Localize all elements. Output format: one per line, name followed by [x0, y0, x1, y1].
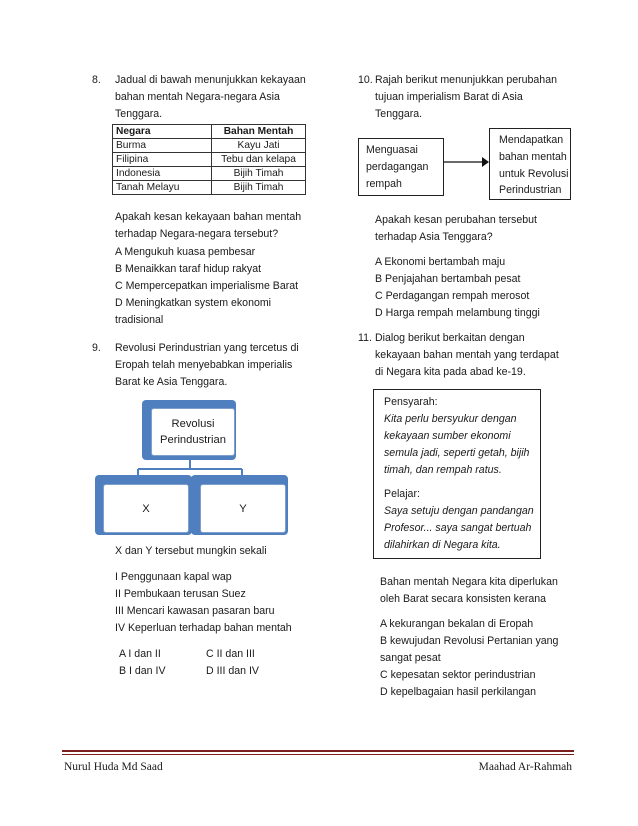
q9-item: III Mencari kawasan pasaran baru: [115, 605, 275, 617]
table-cell-country: Filipina: [113, 153, 212, 167]
flow-box-text: Menguasai: [366, 144, 418, 156]
flow-box-text: rempah: [366, 178, 402, 190]
q10-option-c: C Perdagangan rempah merosot: [375, 290, 530, 302]
diagram-node-top-frame: [142, 400, 236, 460]
diagram-node-x: [103, 484, 189, 533]
dialog-line: Kita perlu bersyukur dengan: [384, 413, 517, 425]
table-cell-country: Tanah Melayu: [113, 181, 212, 195]
q10-stem-line: Tenggara.: [375, 108, 423, 120]
dialog-line: kekayaan sumber ekonomi: [384, 430, 511, 442]
dialog-line: Profesor... saya sangat bertuah: [384, 522, 532, 534]
table-row: [113, 167, 306, 181]
diagram-node-label: Perindustrian: [160, 434, 226, 446]
q11-number: 11.: [358, 332, 372, 344]
q9-option-a: A I dan II: [119, 648, 161, 660]
q11-option-d: D kepelbagaian hasil perkilangan: [380, 686, 537, 698]
flow-box-text: untuk Revolusi: [499, 168, 569, 180]
table-cell-resource: Bijih Timah: [212, 181, 306, 195]
dialog-line: semula jadi, seperti getah, bijih: [384, 447, 530, 459]
flow-box-text: Perindustrian: [499, 184, 562, 196]
q11-question-line: Bahan mentah Negara kita diperlukan: [380, 576, 558, 588]
table-header-row: [113, 125, 306, 139]
dialog-speaker-student: Pelajar:: [384, 488, 420, 500]
q8-stem-line: bahan mentah Negara-negara Asia: [115, 91, 280, 103]
table-cell-country: Indonesia: [113, 167, 212, 181]
diagram-node-revolusi: [151, 408, 235, 456]
arrow-right-icon: [444, 155, 490, 169]
q8-option-d: D Meningkatkan system ekonomi: [115, 297, 272, 309]
flow-box-before: [358, 138, 444, 196]
q11-stem-line: di Negara kita pada abad ke-19.: [375, 366, 526, 378]
q9-question: X dan Y tersebut mungkin sekali: [115, 545, 267, 557]
q9-option-c: C II dan III: [206, 648, 255, 660]
q9-number: 9.: [92, 342, 101, 354]
footer-rule: [62, 750, 574, 752]
q9-option-b: B I dan IV: [119, 665, 166, 677]
table-header-cell: Bahan Mentah: [212, 125, 306, 139]
q9-stem-line: Barat ke Asia Tenggara.: [115, 376, 228, 388]
footer-author: Nurul Huda Md Saad: [64, 761, 163, 773]
q10-number: 10.: [358, 74, 373, 86]
footer-rule-thin: [62, 754, 574, 755]
diagram-node-label: Y: [239, 502, 247, 515]
q11-stem-line: Dialog berikut berkaitan dengan: [375, 332, 525, 344]
q9-stem-line: Eropah telah menyebabkan imperialis: [115, 359, 293, 371]
diagram-node-y-frame: [191, 475, 288, 535]
diagram-node-label: X: [142, 502, 150, 515]
q10-stem-line: Rajah berikut menunjukkan perubahan: [375, 74, 557, 86]
q8-question-line: Apakah kesan kekayaan bahan mentah: [115, 211, 302, 223]
q11-question-line: oleh Barat secara konsisten kerana: [380, 593, 547, 605]
resources-table: [112, 124, 306, 195]
q9-item: I Penggunaan kapal wap: [115, 571, 232, 583]
flow-box-text: Mendapatkan: [499, 134, 564, 146]
q11-stem-line: kekayaan bahan mentah yang terdapat: [375, 349, 559, 361]
q11-option-a: A kekurangan bekalan di Eropah: [380, 618, 534, 630]
table-cell-resource: Bijih Timah: [212, 167, 306, 181]
q8-option-c: C Mempercepatkan imperialisme Barat: [115, 280, 299, 292]
table-header-cell: Negara: [113, 125, 212, 139]
footer-school: Maahad Ar-Rahmah: [478, 761, 572, 773]
table-row: [113, 139, 306, 153]
q11-option-c: C kepesatan sektor perindustrian: [380, 669, 536, 681]
table-cell-country: Burma: [113, 139, 212, 153]
q8-stem-line: Jadual di bawah menunjukkan kekayaan: [115, 74, 306, 86]
q10-question-line: terhadap Asia Tenggara?: [375, 231, 493, 243]
q10-question-line: Apakah kesan perubahan tersebut: [375, 214, 537, 226]
q11-option-b: B kewujudan Revolusi Pertanian yang: [380, 635, 559, 647]
dialog-box: [373, 389, 541, 559]
flow-box-text: perdagangan: [366, 161, 429, 173]
q8-stem-line: Tenggara.: [115, 108, 163, 120]
diagram-node-y: [200, 484, 286, 533]
diagram-node-x-frame: [95, 475, 192, 535]
dialog-line: Saya setuju dengan pandangan: [384, 505, 534, 517]
q9-item: II Pembukaan terusan Suez: [115, 588, 246, 600]
q9-item: IV Keperluan terhadap bahan mentah: [115, 622, 292, 634]
flow-box-text: bahan mentah: [499, 151, 567, 163]
dialog-speaker-lecturer: Pensyarah:: [384, 396, 438, 408]
diagram-node-label: Revolusi: [171, 418, 215, 430]
q8-question-line: terhadap Negara-negara tersebut?: [115, 228, 279, 240]
table-cell-resource: Kayu Jati: [212, 139, 306, 153]
q8-option-d-cont: tradisional: [115, 314, 164, 326]
q8-number: 8.: [92, 74, 101, 86]
dialog-line: dilahirkan di Negara kita.: [384, 539, 501, 551]
q10-stem-line: tujuan imperialism Barat di Asia: [375, 91, 523, 103]
q9-option-d: D III dan IV: [206, 665, 259, 677]
q8-option-b: B Menaikkan taraf hidup rakyat: [115, 263, 262, 275]
dialog-line: timah, dan rempah ratus.: [384, 464, 502, 476]
q11-option-b-cont: sangat pesat: [380, 652, 441, 664]
flow-box-after: [489, 128, 571, 200]
q10-option-b: B Penjajahan bertambah pesat: [375, 273, 521, 285]
table-row: [113, 153, 306, 167]
q10-option-a: A Ekonomi bertambah maju: [375, 256, 506, 268]
q10-option-d: D Harga rempah melambung tinggi: [375, 307, 540, 319]
table-cell-resource: Tebu dan kelapa: [212, 153, 306, 167]
q8-option-a: A Mengukuh kuasa pembesar: [115, 246, 256, 258]
q9-stem-line: Revolusi Perindustrian yang tercetus di: [115, 342, 299, 354]
table-row: [113, 181, 306, 195]
